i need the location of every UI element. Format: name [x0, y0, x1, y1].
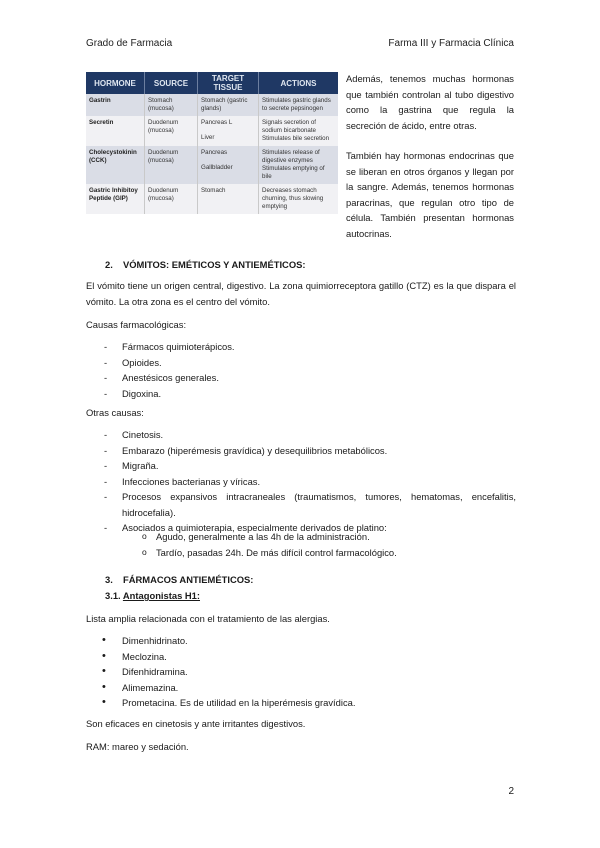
section-3-intro: Lista amplia relacionada con el tratamiento de las alergias. — [86, 613, 330, 624]
ram-paragraph: RAM: mareo y sedación. — [86, 741, 189, 752]
list-item: • Meclozina. — [86, 649, 516, 665]
list-item: - Asociados a quimioterapia, especialmente derivados de platino: — [86, 520, 516, 536]
cell-target-line: Pancreas L — [201, 119, 233, 126]
section-3-number: 3. — [105, 574, 113, 585]
hormone-table — [86, 72, 338, 214]
section-3-title: FÁRMACOS ANTIEMÉTICOS: — [123, 574, 254, 585]
cell-actions — [259, 146, 339, 184]
cell-source: Duodenum (mucosa) — [145, 116, 198, 146]
list-item: o Agudo, generalmente a las 4h de la administración. — [86, 529, 516, 545]
table-row — [86, 184, 338, 214]
cell-hormone: Gastrin — [86, 94, 145, 116]
list-item: - Embarazo (hiperémesis gravídica) y desequilibrios metabólicos. — [86, 443, 516, 459]
cell-actions-line: Stimulates release of digestive enzymes — [262, 149, 320, 164]
section-3-1-title: Antagonistas H1: — [122, 590, 200, 601]
col-header-hormone: HORMONE — [86, 72, 145, 94]
header-right: Farma III y Farmacia Clínica — [388, 38, 514, 49]
list-item: - Fármacos quimioterápicos. — [86, 339, 516, 355]
list-item: - Infecciones bacterianas y víricas. — [86, 474, 516, 490]
cell-actions — [259, 116, 339, 146]
cell-actions-line: Stimulates bile secretion — [262, 135, 330, 142]
cell-source: Duodenum (mucosa) — [145, 146, 198, 184]
cell-hormone: Secretin — [86, 116, 145, 146]
section-2-intro: El vómito tiene un origen central, digestivo. La zona quimiorreceptora gatillo (CTZ) es la que dispara el vómito. La otra zona es el centro del vómito. — [86, 280, 516, 307]
list-item: - Opioides. — [86, 355, 516, 371]
cell-source: Stomach (mucosa) — [145, 94, 198, 116]
list-item: - Procesos expansivos intracraneales (traumatismos, tumores, hematomas, encefalitis, hidrocefalia). — [86, 489, 516, 520]
section-2-heading — [86, 257, 516, 273]
section-3-1-number: 3.1. — [105, 590, 121, 601]
section-3-heading — [86, 572, 516, 588]
section-2-title: VÓMITOS: EMÉTICOS Y ANTIEMÉTICOS: — [123, 259, 306, 270]
cell-target — [198, 116, 259, 146]
col-header-target: TARGET TISSUE — [198, 72, 259, 94]
list-item: o Tardío, pasadas 24h. De más difícil control farmacológico. — [86, 545, 516, 561]
list-item: • Difenhidramina. — [86, 664, 516, 680]
list-item: - Migraña. — [86, 458, 516, 474]
cell-target: Stomach (gastric glands) — [198, 94, 259, 116]
cell-hormone: Cholecystokinin (CCK) — [86, 146, 145, 184]
list-item: - Anestésicos generales. — [86, 370, 516, 386]
list-item: • Dimenhidrinato. — [86, 633, 516, 649]
cell-actions-line: Signals secretion of sodium bicarbonate — [262, 119, 317, 134]
section-2-number: 2. — [105, 259, 113, 270]
table-header-row — [86, 72, 338, 94]
list-item: - Cinetosis. — [86, 427, 516, 443]
eficaces-paragraph: Son eficaces en cinetosis y ante irritantes digestivos. — [86, 718, 306, 729]
table-row — [86, 94, 338, 116]
col-header-actions: ACTIONS — [259, 72, 339, 94]
cell-target-line: Gallbladder — [201, 164, 233, 171]
cell-hormone: Gastric Inhibitoy Peptide (GIP) — [86, 184, 145, 214]
cell-source: Duodenum (mucosa) — [145, 184, 198, 214]
quimio-sublist — [86, 529, 516, 560]
otras-causas-label: Otras causas: — [86, 407, 144, 418]
list-item: - Digoxina. — [86, 386, 516, 402]
section-3-1-heading — [86, 588, 516, 604]
side-paragraph: También hay hormonas endocrinas que se liberan en otros órganos y llegan por la sangre. Además, tenemos hormonas paracrinas, que regulan otro tipo de célula. También presentan hormonas autocrinas. — [346, 150, 514, 239]
cell-target-line: Pancreas — [201, 149, 228, 156]
causas-farm-list — [86, 339, 516, 401]
col-header-source: SOURCE — [145, 72, 198, 94]
otras-causas-list — [86, 427, 516, 536]
cell-actions: Stimulates gastric glands to secrete pepsinogen — [259, 94, 339, 116]
cell-actions-line: Stimulates emptying of bile — [262, 165, 325, 180]
causas-farm-label: Causas farmacológicas: — [86, 319, 187, 330]
list-item: • Prometacina. Es de utilidad en la hiperémesis gravídica. — [86, 695, 516, 711]
header-left: Grado de Farmacia — [86, 38, 173, 49]
cell-target — [198, 146, 259, 184]
side-paragraph: Además, tenemos muchas hormonas que también controlan al tubo digestivo como la gastrina que regula la secreción de ácido, entre otras. — [346, 73, 514, 131]
page-number: 2 — [508, 786, 514, 797]
table-row — [86, 116, 338, 146]
table-row — [86, 146, 338, 184]
list-item: • Alimemazina. — [86, 680, 516, 696]
antihistamine-list — [86, 633, 516, 711]
cell-target-line: Liver — [201, 134, 215, 141]
cell-target: Stomach — [198, 184, 259, 214]
cell-actions: Decreases stomach churning, thus slowing emptying — [259, 184, 339, 214]
